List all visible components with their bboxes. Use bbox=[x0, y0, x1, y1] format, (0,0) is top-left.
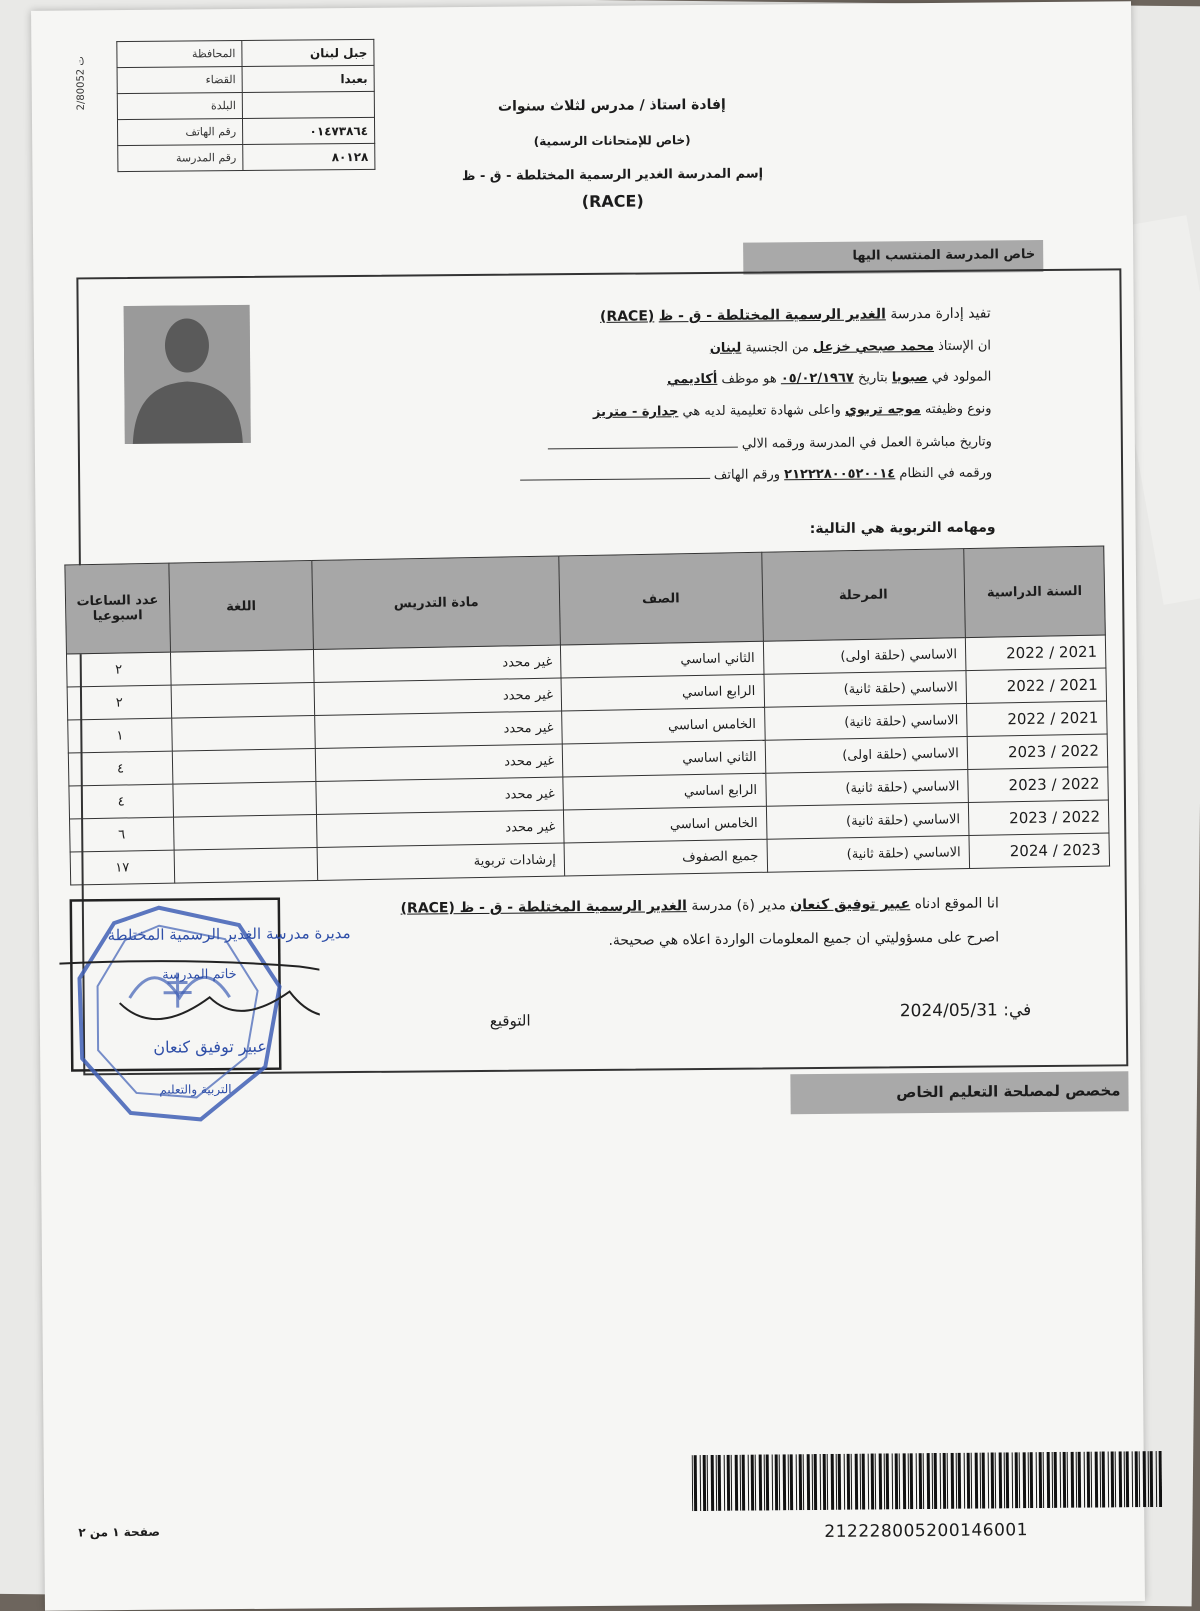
barcode-bar bbox=[988, 1453, 989, 1509]
bottom-section-bar: مخصص لمصلحة التعليم الخاص bbox=[790, 1071, 1128, 1114]
info-value: ٨٠١٢٨ bbox=[243, 143, 375, 170]
barcode-bar bbox=[1139, 1451, 1140, 1507]
cell-hours: ٢ bbox=[67, 685, 171, 720]
barcode-bar bbox=[1054, 1452, 1057, 1508]
cell-hours: ٢ bbox=[66, 652, 170, 687]
info-label: القضاء bbox=[117, 66, 242, 93]
barcode-bar bbox=[740, 1455, 741, 1511]
barcode-bar bbox=[871, 1454, 874, 1510]
barcode-bar bbox=[844, 1454, 845, 1510]
cell-class: الثاني اساسي bbox=[561, 641, 764, 678]
barcode-bar bbox=[923, 1453, 924, 1509]
document-page bbox=[31, 1, 1145, 1611]
cell-year: 2023 / 2024 bbox=[969, 833, 1110, 869]
barcode-bar bbox=[932, 1453, 933, 1509]
barcode-bar bbox=[1030, 1452, 1033, 1508]
barcode-bar bbox=[803, 1454, 804, 1510]
barcode-bar bbox=[1126, 1451, 1129, 1507]
barcode-bar bbox=[1148, 1451, 1149, 1507]
info-row bbox=[117, 91, 374, 119]
cell-year: 2022 / 2023 bbox=[968, 800, 1109, 836]
barcode-bar bbox=[742, 1455, 745, 1511]
barcode-bar bbox=[862, 1454, 865, 1510]
info-value: جبل لبنان bbox=[242, 39, 374, 66]
body-line-6: ورقمه في النظام ٢١٢٢٢٨٠٠٥٢٠٠١٤ ورقم الهاتف bbox=[172, 463, 992, 487]
barcode-bar bbox=[860, 1454, 861, 1510]
barcode-bar bbox=[1028, 1452, 1029, 1508]
cell-subject: إرشادات تربوية bbox=[317, 843, 565, 881]
barcode-bar bbox=[1071, 1452, 1074, 1508]
barcode-bar bbox=[724, 1455, 725, 1511]
col-header: عدد الساعات اسبوعيا bbox=[65, 563, 170, 654]
cell-stage: الاساسي (حلقة ثانية) bbox=[767, 836, 970, 873]
barcode-bar bbox=[1006, 1452, 1009, 1508]
barcode-bar bbox=[982, 1453, 985, 1509]
barcode-bar bbox=[947, 1453, 948, 1509]
barcode-bar bbox=[814, 1454, 817, 1510]
cell-language bbox=[171, 683, 315, 719]
barcode-bar bbox=[875, 1454, 876, 1510]
barcode-bar bbox=[711, 1455, 714, 1511]
body-line-3: المولود في صبويا بتاريخ ٠٥/٠٢/١٩٦٧ هو موظف أكاديمي bbox=[666, 369, 992, 388]
info-value: بعبدا bbox=[242, 65, 374, 92]
info-label: البلدة bbox=[117, 92, 242, 119]
cell-hours: ١٧ bbox=[70, 850, 174, 885]
barcode-bar bbox=[827, 1454, 828, 1510]
barcode-bar bbox=[967, 1453, 970, 1509]
barcode-bar bbox=[916, 1453, 917, 1509]
cell-class: الرابع اساسي bbox=[561, 674, 764, 711]
school-name-line: إسم المدرسة الغدير الرسمية المختلطة - ق - ظ bbox=[461, 166, 764, 185]
cell-stage: الاساسي (حلقة ثانية) bbox=[766, 803, 969, 840]
barcode-bar bbox=[895, 1453, 898, 1509]
duties-title: ومهامه التربوية هي التالية: bbox=[809, 519, 996, 538]
barcode-bar bbox=[807, 1454, 810, 1510]
barcode-bar bbox=[1100, 1452, 1101, 1508]
cell-year: 2021 / 2022 bbox=[965, 635, 1106, 671]
barcode-bar bbox=[692, 1455, 693, 1511]
barcode-bar bbox=[1132, 1451, 1133, 1507]
barcode-bar bbox=[812, 1454, 813, 1510]
info-row bbox=[117, 117, 374, 145]
barcode-bar bbox=[1043, 1452, 1044, 1508]
barcode-bar bbox=[700, 1455, 701, 1511]
barcode-bar bbox=[1047, 1452, 1050, 1508]
cell-language bbox=[172, 748, 316, 784]
info-value bbox=[242, 91, 374, 118]
col-header: الصف bbox=[559, 552, 763, 645]
cell-subject: غير محدد bbox=[317, 810, 565, 848]
barcode-bar bbox=[772, 1454, 773, 1510]
barcode-bar bbox=[879, 1453, 882, 1509]
barcode-bar bbox=[748, 1455, 749, 1511]
barcode-bar bbox=[951, 1453, 954, 1509]
barcode-bar bbox=[886, 1453, 889, 1509]
body-line-4: ونوع وظيفته موجه تربوي واعلى شهادة تعليمية لديه هي جدارة - متريز bbox=[592, 401, 992, 420]
blank-line bbox=[520, 466, 710, 481]
cell-subject: غير محدد bbox=[315, 744, 563, 782]
cell-stage: الاساسي (حلقة اولى) bbox=[765, 737, 968, 774]
cell-class: الخامس اساسي bbox=[564, 806, 767, 843]
cell-subject: غير محدد bbox=[314, 645, 562, 683]
date-label: في: bbox=[1003, 1000, 1032, 1021]
barcode-bar bbox=[783, 1454, 786, 1510]
barcode-bar bbox=[903, 1453, 906, 1509]
barcode-bar bbox=[1084, 1452, 1085, 1508]
barcode-bar bbox=[1019, 1452, 1020, 1508]
barcode-bar bbox=[908, 1453, 909, 1509]
barcode-bar bbox=[1060, 1452, 1061, 1508]
barcode-bar bbox=[1124, 1451, 1125, 1507]
cell-class: الثاني اساسي bbox=[562, 740, 765, 777]
cell-hours: ٤ bbox=[68, 751, 172, 786]
barcode-bar bbox=[1039, 1452, 1042, 1508]
cell-class: الرابع اساسي bbox=[563, 773, 766, 810]
barcode-bar bbox=[1023, 1452, 1026, 1508]
cell-hours: ١ bbox=[68, 718, 172, 753]
barcode-bar bbox=[1052, 1452, 1053, 1508]
barcode-bar bbox=[1150, 1451, 1153, 1507]
cell-subject: غير محدد bbox=[315, 711, 563, 749]
col-header: اللغة bbox=[169, 561, 314, 653]
cell-year: 2022 / 2023 bbox=[967, 734, 1108, 770]
barcode-bar bbox=[1078, 1452, 1081, 1508]
barcode-bar bbox=[694, 1455, 697, 1511]
barcode-bar bbox=[799, 1454, 802, 1510]
barcode-bar bbox=[759, 1455, 762, 1511]
duties-table bbox=[64, 546, 1110, 886]
barcode-bar bbox=[1135, 1451, 1138, 1507]
barcode-number: 212228005200146001 bbox=[824, 1520, 1029, 1542]
col-header: المرحلة bbox=[761, 549, 965, 642]
section-bar: خاص المدرسة المنتسب اليها bbox=[743, 240, 1043, 275]
cell-subject: غير محدد bbox=[314, 678, 562, 716]
barcode-bar bbox=[847, 1454, 850, 1510]
barcode-bar bbox=[971, 1453, 972, 1509]
barcode-bar bbox=[1036, 1452, 1037, 1508]
barcode-bar bbox=[995, 1452, 996, 1508]
barcode-bar bbox=[1067, 1452, 1068, 1508]
col-header: مادة التدريس bbox=[312, 556, 561, 650]
info-row bbox=[118, 143, 375, 171]
barcode-bar bbox=[919, 1453, 922, 1509]
barcode-bar bbox=[910, 1453, 913, 1509]
barcode-bar bbox=[958, 1453, 961, 1509]
barcode-icon bbox=[692, 1451, 1162, 1511]
barcode-bar bbox=[790, 1454, 793, 1510]
barcode-bar bbox=[703, 1455, 706, 1511]
barcode-bar bbox=[1111, 1451, 1114, 1507]
barcode-bar bbox=[892, 1453, 893, 1509]
declaration-line-2: اصرح على مسؤوليتي ان جميع المعلومات الواردة اعلاه هي صحيحة. bbox=[608, 929, 1000, 949]
barcode-bar bbox=[1095, 1452, 1098, 1508]
barcode-bar bbox=[927, 1453, 930, 1509]
barcode-bar bbox=[764, 1454, 765, 1510]
cell-stage: الاساسي (حلقة ثانية) bbox=[765, 770, 968, 807]
barcode-bar bbox=[735, 1455, 738, 1511]
cell-year: 2022 / 2023 bbox=[968, 767, 1109, 803]
cell-year: 2021 / 2022 bbox=[966, 668, 1107, 704]
barcode-bar bbox=[899, 1453, 900, 1509]
barcode-bar bbox=[1115, 1451, 1116, 1507]
school-stamp bbox=[59, 896, 351, 1128]
barcode-bar bbox=[775, 1454, 778, 1510]
barcode-bar bbox=[855, 1454, 858, 1510]
barcode-bar bbox=[707, 1455, 708, 1511]
school-code: (RACE) bbox=[581, 191, 644, 212]
declaration-line-1: انا الموقع ادناه عبير توفيق كنعان مدير (ة) مدرسة الغدير الرسمية المختلطة - ق - ظ (RACE) bbox=[400, 895, 999, 917]
page-number: صفحة ١ من ٢ bbox=[78, 1524, 160, 1540]
blank-line bbox=[548, 435, 738, 450]
barcode-bar bbox=[964, 1453, 965, 1509]
barcode-bar bbox=[1091, 1452, 1092, 1508]
barcode-bar bbox=[956, 1453, 957, 1509]
signature-label: التوقيع bbox=[489, 1011, 531, 1030]
barcode-bar bbox=[788, 1454, 789, 1510]
barcode-bar bbox=[975, 1453, 978, 1509]
barcode-bar bbox=[751, 1455, 754, 1511]
barcode-bar bbox=[991, 1452, 994, 1508]
cell-year: 2021 / 2022 bbox=[966, 701, 1107, 737]
document-title: إفادة استاذ / مدرس لثلاث سنوات bbox=[497, 96, 726, 115]
body-line-1: تفيد إدارة مدرسة الغدير الرسمية المختلطة - ق - ظ (RACE) bbox=[599, 305, 991, 325]
barcode-bar bbox=[868, 1454, 869, 1510]
date-field bbox=[900, 1000, 1032, 1021]
cell-stage: الاساسي (حلقة ثانية) bbox=[764, 704, 967, 741]
barcode-bar bbox=[779, 1454, 780, 1510]
barcode-bar bbox=[999, 1452, 1002, 1508]
date-value: 2024/05/31 bbox=[899, 1000, 998, 1022]
cell-language bbox=[172, 715, 316, 751]
barcode-bar bbox=[820, 1454, 821, 1510]
cell-hours: ٦ bbox=[70, 817, 174, 852]
barcode-bar bbox=[718, 1455, 721, 1511]
barcode-bar bbox=[1076, 1452, 1077, 1508]
barcode-bar bbox=[940, 1453, 941, 1509]
info-row bbox=[117, 39, 374, 67]
barcode-bar bbox=[1102, 1452, 1105, 1508]
stamp-text-4: التربية والتعليم bbox=[159, 1082, 232, 1097]
barcode-bar bbox=[1004, 1452, 1005, 1508]
barcode-bar bbox=[1015, 1452, 1018, 1508]
document-subtitle: (خاص للإمتحانات الرسمية) bbox=[533, 133, 691, 149]
info-label: المحافظة bbox=[117, 40, 242, 67]
cell-language bbox=[174, 847, 318, 883]
barcode-bar bbox=[823, 1454, 826, 1510]
cell-language bbox=[170, 650, 314, 686]
barcode-bar bbox=[831, 1454, 834, 1510]
barcode-bar bbox=[884, 1453, 885, 1509]
barcode-bar bbox=[943, 1453, 946, 1509]
cell-stage: الاساسي (حلقة اولى) bbox=[763, 638, 966, 675]
barcode-bar bbox=[1159, 1451, 1162, 1507]
body-line-5: وتاريخ مباشرة العمل في المدرسة ورقمه الالي bbox=[172, 432, 992, 456]
barcode-bar bbox=[836, 1454, 837, 1510]
cell-stage: الاساسي (حلقة ثانية) bbox=[763, 671, 966, 708]
barcode-bar bbox=[851, 1454, 852, 1510]
cell-class: جميع الصفوف bbox=[564, 839, 767, 876]
col-header: السنة الدراسية bbox=[964, 546, 1106, 638]
barcode-bar bbox=[1063, 1452, 1066, 1508]
barcode-bar bbox=[1156, 1451, 1157, 1507]
barcode-bar bbox=[731, 1455, 732, 1511]
cell-hours: ٤ bbox=[69, 784, 173, 819]
body-line-2: ان الإستاذ محمد صبحي خزعل من الجنسية لبنان bbox=[709, 338, 992, 356]
barcode-bar bbox=[1087, 1452, 1090, 1508]
barcode-bar bbox=[1012, 1452, 1013, 1508]
info-value: ٠١٤٧٣٨٦٤ bbox=[242, 117, 374, 144]
barcode-bar bbox=[727, 1455, 730, 1511]
barcode-bar bbox=[755, 1455, 756, 1511]
barcode-bar bbox=[980, 1453, 981, 1509]
barcode-bar bbox=[1143, 1451, 1146, 1507]
barcode-bar bbox=[716, 1455, 717, 1511]
stamp-text-1: مديرة مدرسة الغدير الرسمية المختلطة bbox=[107, 924, 351, 945]
form-code: 2/ت 80052 bbox=[75, 56, 87, 111]
school-info-box bbox=[116, 39, 375, 172]
stamp-text-2: خاتم المدرسة bbox=[162, 967, 237, 983]
cell-class: الخامس اساسي bbox=[562, 707, 765, 744]
cell-subject: غير محدد bbox=[316, 777, 564, 815]
barcode-bar bbox=[838, 1454, 841, 1510]
info-row bbox=[117, 65, 374, 93]
cell-language bbox=[173, 781, 317, 817]
barcode-bar bbox=[934, 1453, 937, 1509]
cell-language bbox=[173, 814, 317, 850]
barcode-bar bbox=[796, 1454, 797, 1510]
barcode-bar bbox=[1108, 1451, 1109, 1507]
info-label: رقم الهاتف bbox=[117, 118, 242, 145]
barcode-bar bbox=[1119, 1451, 1122, 1507]
stamp-text-3: عبير توفيق كنعان bbox=[153, 1036, 267, 1057]
info-label: رقم المدرسة bbox=[118, 144, 243, 171]
barcode-bar bbox=[766, 1454, 769, 1510]
